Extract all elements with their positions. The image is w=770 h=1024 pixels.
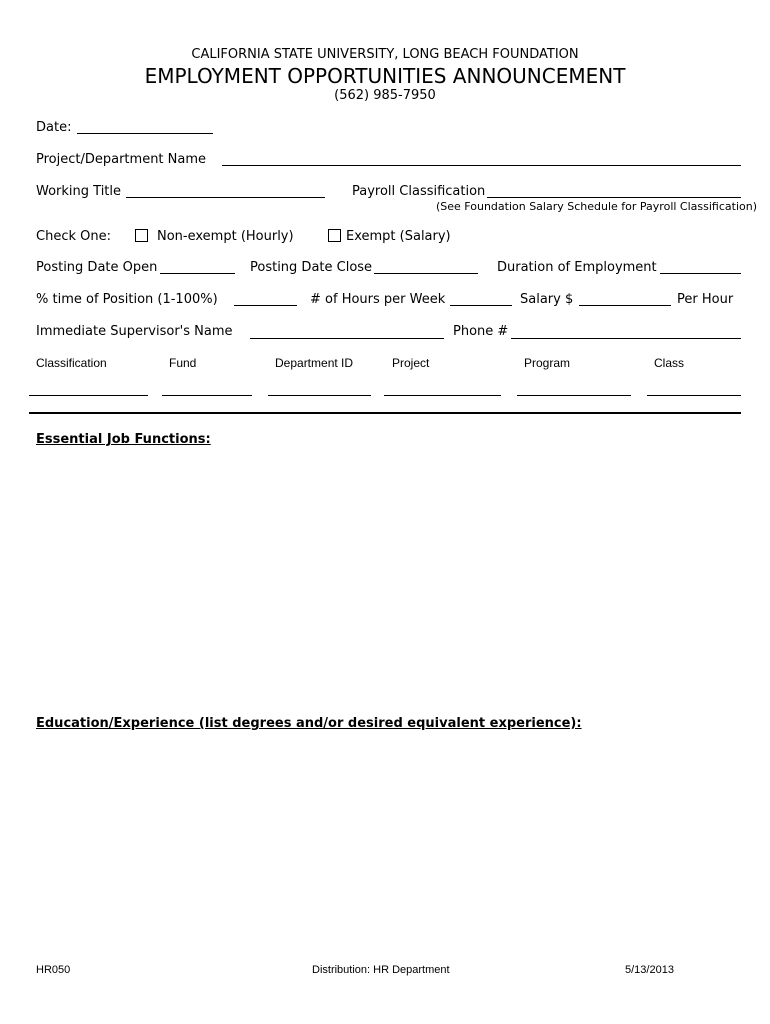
posting-close-label: Posting Date Close bbox=[250, 260, 373, 275]
department-id-field[interactable] bbox=[268, 395, 371, 396]
project-dept-label: Project/Department Name bbox=[36, 152, 207, 167]
essential-functions-heading: Essential Job Functions: bbox=[36, 432, 211, 447]
working-title-field[interactable] bbox=[126, 197, 325, 198]
education-heading: Education/Experience (list degrees and/or desired equivalent experience): bbox=[36, 716, 582, 731]
org-phone: (562) 985-7950 bbox=[334, 88, 436, 103]
time-position-field[interactable] bbox=[234, 305, 297, 306]
hours-week-field[interactable] bbox=[450, 305, 512, 306]
col-classification: Classification bbox=[36, 356, 107, 370]
nonexempt-label: Non-exempt (Hourly) bbox=[157, 229, 294, 244]
program-field[interactable] bbox=[517, 395, 631, 396]
duration-label: Duration of Employment bbox=[497, 260, 657, 275]
col-program: Program bbox=[524, 356, 571, 370]
page-title: EMPLOYMENT OPPORTUNITIES ANNOUNCEMENT bbox=[144, 64, 626, 88]
nonexempt-checkbox[interactable] bbox=[135, 229, 148, 242]
section-divider bbox=[29, 412, 741, 414]
posting-close-field[interactable] bbox=[374, 273, 478, 274]
date-label: Date: bbox=[36, 120, 72, 135]
fund-field[interactable] bbox=[162, 395, 252, 396]
col-project: Project bbox=[392, 356, 430, 370]
essential-functions-area[interactable] bbox=[36, 455, 741, 705]
posting-open-field[interactable] bbox=[160, 273, 235, 274]
exempt-label: Exempt (Salary) bbox=[346, 229, 451, 244]
hours-week-label: # of Hours per Week bbox=[310, 292, 446, 307]
project-field[interactable] bbox=[384, 395, 501, 396]
form-date: 5/13/2013 bbox=[625, 964, 674, 976]
payroll-class-label: Payroll Classification bbox=[352, 184, 486, 199]
org-name: CALIFORNIA STATE UNIVERSITY, LONG BEACH FOUNDATION bbox=[191, 47, 579, 62]
supervisor-field[interactable] bbox=[250, 338, 444, 339]
project-dept-field[interactable] bbox=[222, 165, 741, 166]
posting-open-label: Posting Date Open bbox=[36, 260, 158, 275]
classification-field[interactable] bbox=[29, 395, 148, 396]
per-hour-label: Per Hour bbox=[677, 292, 734, 307]
distribution: Distribution: HR Department bbox=[312, 964, 450, 976]
form-code: HR050 bbox=[36, 964, 71, 976]
salary-field[interactable] bbox=[579, 305, 671, 306]
time-position-label: % time of Position (1-100%) bbox=[36, 292, 218, 307]
salary-label: Salary $ bbox=[520, 292, 574, 307]
duration-field[interactable] bbox=[660, 273, 741, 274]
supervisor-label: Immediate Supervisor's Name bbox=[36, 324, 233, 339]
working-title-label: Working Title bbox=[36, 184, 122, 199]
check-one-label: Check One: bbox=[36, 229, 111, 244]
education-area[interactable] bbox=[36, 740, 741, 950]
class-field[interactable] bbox=[647, 395, 741, 396]
phone-field[interactable] bbox=[511, 338, 741, 339]
col-class: Class bbox=[654, 356, 685, 370]
col-department-id: Department ID bbox=[275, 356, 354, 370]
date-field[interactable] bbox=[77, 133, 213, 134]
phone-label: Phone # bbox=[453, 324, 509, 339]
payroll-note: (See Foundation Salary Schedule for Payroll Classification) bbox=[436, 200, 758, 213]
col-fund: Fund bbox=[169, 356, 197, 370]
exempt-checkbox[interactable] bbox=[328, 229, 341, 242]
payroll-class-field[interactable] bbox=[487, 197, 741, 198]
